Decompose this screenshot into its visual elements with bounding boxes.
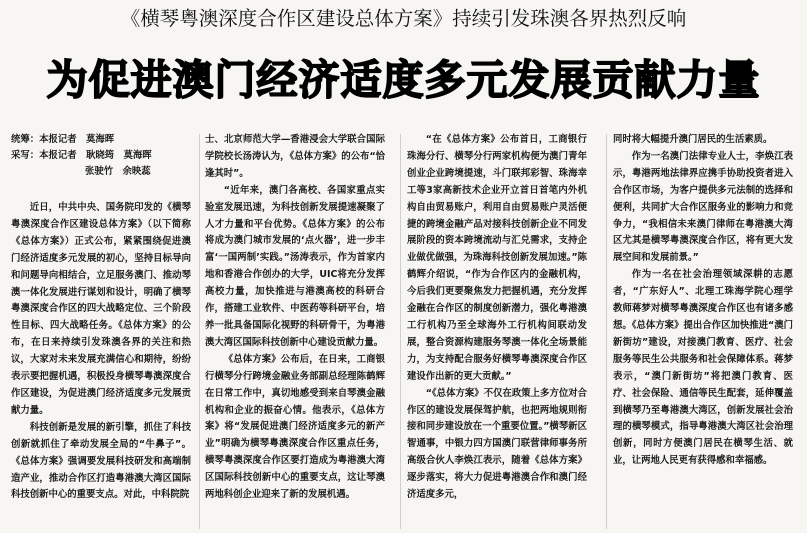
- column-divider: [199, 134, 200, 529]
- article-kicker: 《横琴粤澳深度合作区建设总体方案》持续引发珠澳各界热烈反响: [120, 7, 687, 30]
- article-column-1: [11, 132, 191, 533]
- byline-editor: 统筹：本报记者 莫海晖: [11, 134, 115, 145]
- byline-reporters-cont: 张驶竹 余映蕊: [85, 166, 151, 177]
- paragraph: 同时将大幅提升澳门居民的生活素质。: [613, 134, 773, 145]
- article-column-2: [205, 132, 385, 533]
- article-body: [0, 132, 807, 533]
- byline: [11, 132, 191, 180]
- article-column-4: [613, 132, 793, 533]
- paragraph: 近日，中共中央、国务院印发的《横琴粤澳深度合作区建设总体方案》（以下简称《总体方案》）正式公布，紧紧围绕促进澳门经济适度多元发展的初心，坚持目标导向和问题导向相结合，立足服务澳门、推动琴澳一体化发展进行谋划和设计，明确了横琴粤澳深度合作区的四大战略定位、三个阶段性目标、四大战略任务。《总体方案》的公布，在日来持续引发珠澳各界的关注和热议，大家对未来发展充满信心和期待，纷纷表示要把握机遇，积极投身横琴粤澳深度合作区建设，为促进澳门经济适度多元发展贡献力量。: [11, 202, 191, 416]
- paragraph: 科技创新是发展的新引擎，抓住了科技创新就抓住了牵动发展全局的“牛鼻子”。《总体方案》强调要发展科技研发和高端制造产业，推动合作区打造粤港澳大湾区国际科技创新中心的重要支点。对此，中科院院: [11, 421, 191, 501]
- paragraph: 作为一名澳门法律专业人士，李焕江表示，粤港两地法律界应携手协助投资者进入合作区市场，为客户提供多元法制的选择和便利，共同扩大合作区服务业的影响力和竞争力，“我相信未来澳门律师在粤港澳大湾区尤其是横琴粤澳深度合作区，将有更大发展空间和发展前景。”: [613, 150, 793, 264]
- paragraph: “近年来，澳门各高校、各国家重点实验室发展迅速，为科技创新发展提速凝聚了人才力量和平台优势。《总体方案》的公布将成为澳门城市发展的‘点火器’，进一步丰富‘一国两制’实践。”汤涛表示，作为首家内地和香港合作创办的大学，UIC将充分发挥高校力量，加快推进与港澳高校的科研合作，搭建工业软件、中医药等科研平台，培养一批具备国际化视野的科研骨干，为粤港澳大湾区国际科技创新中心建设贡献力量。: [205, 184, 385, 348]
- paragraph: “在《总体方案》公布首日，工商银行珠海分行、横琴分行两家机构便为澳门青年创业企业跨境提速，斗门联邦彩智、珠海幸工等3家高新技术企业开立首日首笔内外机构自由贸易账户，利用自由贸易账户灵活便捷的跨境金融产品对接科技创新企业不同发展阶段的资本跨境流动与汇兑需求，支持企业做优做强，为珠海科技创新发展加速。”陈鹤辉介绍说，“作为合作区内的金融机构，今后我们更要聚焦发力把握机遇，充分发挥金融在合作区的制度创新潜力，强化粤港澳工行机构乃至全球海外工行机构间联动发展，整合资源构建服务琴澳一体化全场景能力，为支持配合服务好横琴粤澳深度合作区建设作出新的更大贡献。”: [407, 134, 587, 382]
- paragraph: 士、北京师范大学—香港浸会大学联合国际学院校长汤涛认为，《总体方案》的公布“恰逢其时”。: [205, 134, 385, 179]
- paragraph: “《总体方案》不仅在政策上多方位对合作区的建设发展保驾护航，也把两地规则衔接和同步建设放在一个重要位置。”横琴新区智通事，中银力四方国澳门联营律师事务所高级合伙人李焕江表示，随着《总体方案》逐步落实，将大力促进粤港澳合作和澳门经济适度多元，: [407, 387, 587, 501]
- paragraph: 作为一名在社会治理领域深耕的志愿者，“广东好人”、北理工珠海学院心理学教师蒋梦对横琴粤澳深度合作区也有诸多感想。《总体方案》提出合作区加快推进“澳门新街坊”建设，对接澳门教育、医疗、社会服务等民生公共服务和社会保障体系。蒋梦表示，“澳门新街坊”将把澳门教育、医疗、社会保险、通信等民生配套，延伸覆盖到横琴乃至粤港澳大湾区，创新发展社会治理的横琴模式，指导粤港澳大湾区社会治理创新，同时方便澳门居民在横琴生活、就业，让两地人民更有获得感和幸福感。: [613, 269, 793, 467]
- column-divider: [400, 134, 401, 529]
- byline-reporters: 采写：本报记者 耿晓筠 莫海晖: [11, 150, 152, 161]
- article-headline: 为促进澳门经济适度多元发展贡献力量: [46, 56, 761, 104]
- article-column-3: [407, 132, 587, 533]
- column-divider: [606, 134, 607, 529]
- paragraph: 《总体方案》公布后，在日来，工商银行横琴分行跨境金融业务部副总经理陈鹤辉在日常工作中，真切地感受到来自琴澳金融机构和企业的振奋心情。他表示，《总体方案》将“发展促进澳门经济适度多元的新产业”明确为横琴粤澳深度合作区重点任务，横琴粤澳深度合作区要打造成为粤港澳大湾区国际科技创新中心的重要支点，这让琴澳两地科创企业迎来了新的发展机遇。: [205, 353, 385, 501]
